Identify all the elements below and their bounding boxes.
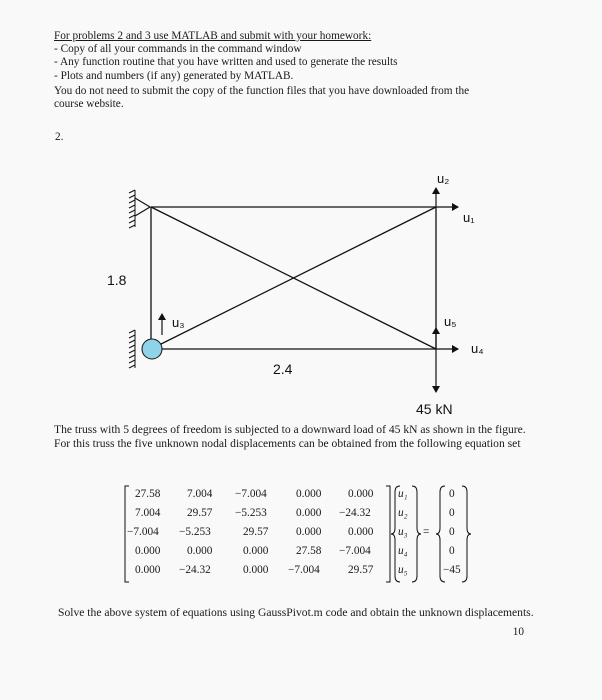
problem-description: The truss with 5 degrees of freedom is subjected to a downward load of 45 kN as shown in the figure. For this truss the five unknown nodal displacements can be obtained from the following equation set <box>54 423 526 450</box>
rhs-cell: 0 <box>449 526 455 538</box>
instruction-text: Solve the above system of equations using GaussPivot.m code and obtain the unknown displacements. <box>58 606 534 619</box>
problem-number: 2. <box>55 131 64 143</box>
matrix-cell: −5.253 <box>179 526 211 538</box>
label-u1: u₁ <box>463 210 475 225</box>
truss-members <box>151 207 436 349</box>
label-width: 2.4 <box>273 361 293 377</box>
matrix-cell: −5.253 <box>235 507 267 519</box>
matrix-cell: 0.000 <box>243 545 269 557</box>
label-load: 45 kN <box>416 401 453 417</box>
matrix-cell: 29.57 <box>348 564 374 576</box>
unknown-cell: u₄ <box>398 545 408 557</box>
matrix-cell: 7.004 <box>187 488 213 500</box>
matrix-cell: 0.000 <box>296 488 322 500</box>
matrix-cell: 29.57 <box>187 507 213 519</box>
matrix-cell: 0.000 <box>135 545 161 557</box>
label-u4: u₄ <box>471 341 484 356</box>
rhs-cell: 0 <box>449 488 455 500</box>
unknown-cell: u₅ <box>398 564 408 576</box>
matrix-cell: −7.004 <box>288 564 320 576</box>
bullet-2: - Any function routine that you have written and used to generate the results <box>54 56 398 68</box>
matrix-cell: 27.58 <box>296 545 322 557</box>
bullet-1: - Copy of all your commands in the command window <box>54 43 302 55</box>
matrix-cell: −24.32 <box>179 564 211 576</box>
pin-node <box>142 339 162 359</box>
matrix-cell: 27.58 <box>135 488 161 500</box>
page-number: 10 <box>512 626 524 638</box>
unknown-cell: u₂ <box>398 507 408 519</box>
matrix-cell: 7.004 <box>135 507 161 519</box>
note-line-2: course website. <box>54 98 124 110</box>
matrix-cell: 0.000 <box>348 488 374 500</box>
rhs-cell: 0 <box>449 507 455 519</box>
note-line-1: You do not need to submit the copy of the function files that you have downloaded from the <box>54 85 470 97</box>
label-u3: u₃ <box>172 315 185 330</box>
matrix-cell: 0.000 <box>296 507 322 519</box>
bullet-3: - Plots and numbers (if any) generated by MATLAB. <box>54 70 294 82</box>
matrix-cell: 29.57 <box>243 526 269 538</box>
label-height: 1.8 <box>107 272 127 288</box>
bottom-wall-support <box>129 330 135 368</box>
unknown-cell: u₁ <box>398 488 408 500</box>
rhs-cell: 0 <box>449 545 455 557</box>
equation-block <box>123 484 495 584</box>
matrix-cell: 0.000 <box>135 564 161 576</box>
matrix-cell: 0.000 <box>187 545 213 557</box>
matrix-cell: 0.000 <box>348 526 374 538</box>
rhs-cell: −45 <box>443 564 461 576</box>
unknown-cell: u₃ <box>398 526 408 538</box>
matrix-cell: −7.004 <box>127 526 159 538</box>
matrix-cell: −24.32 <box>339 507 371 519</box>
label-u5: u₅ <box>444 314 457 329</box>
equals-sign: = <box>423 526 430 538</box>
label-u2: u₂ <box>437 171 450 186</box>
matrix-cell: −7.004 <box>235 488 267 500</box>
top-wall-support <box>129 190 150 228</box>
matrix-cell: 0.000 <box>243 564 269 576</box>
matrix-cell: 0.000 <box>296 526 322 538</box>
header-title: For problems 2 and 3 use MATLAB and submit with your homework: <box>54 30 372 42</box>
matrix-cell: −7.004 <box>339 545 371 557</box>
